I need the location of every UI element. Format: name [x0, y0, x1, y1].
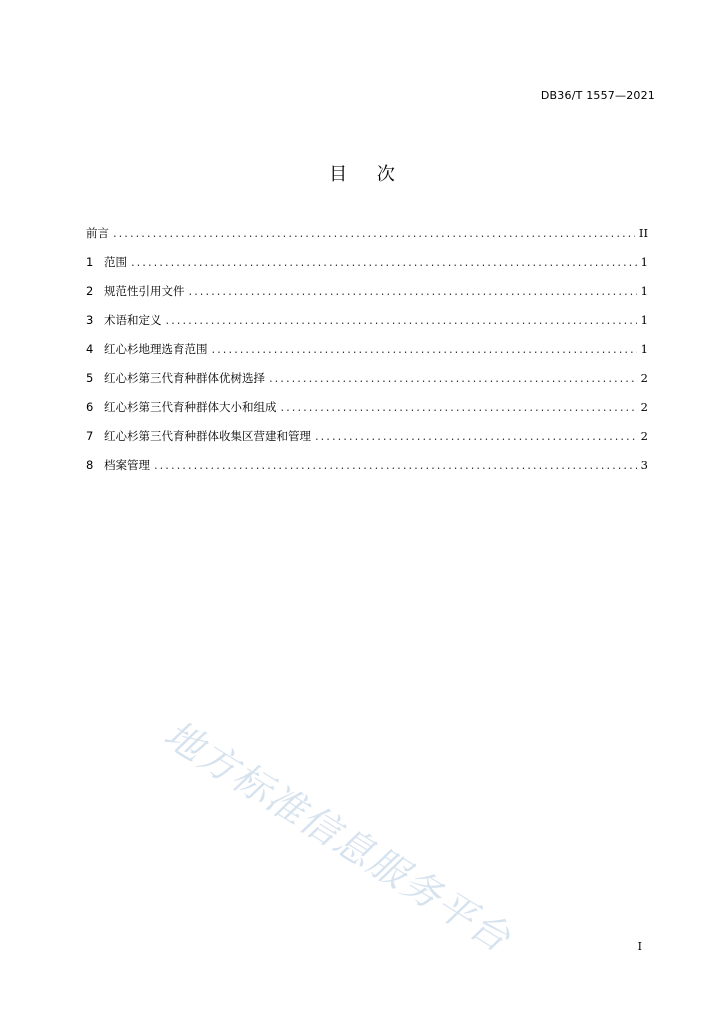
dot-leader	[315, 427, 637, 445]
toc-entry-number: 2	[86, 284, 94, 298]
dot-leader	[212, 340, 637, 358]
toc-entry-label: 范围	[104, 255, 127, 269]
toc-title-part1: 目	[329, 164, 348, 185]
toc-entry-page: 1	[640, 284, 648, 298]
table-of-contents	[86, 224, 648, 485]
toc-entry-4[interactable]	[86, 340, 648, 369]
toc-entry-page: 1	[640, 342, 648, 356]
dot-leader	[269, 369, 637, 387]
toc-entry-label: 红心杉第三代育种群体收集区营建和管理	[104, 429, 311, 443]
watermark: 地方标准信息服务平台	[156, 711, 520, 962]
toc-entry-page: 3	[640, 458, 648, 472]
toc-entry-label: 规范性引用文件	[104, 284, 185, 298]
toc-entry-number: 1	[86, 255, 94, 269]
toc-entry-page: 2	[640, 400, 648, 414]
toc-entry-page: 2	[640, 429, 648, 443]
toc-entry-2[interactable]	[86, 282, 648, 311]
toc-entry-label: 前言	[86, 226, 109, 240]
toc-entry-label: 术语和定义	[104, 313, 162, 327]
toc-entry-label: 红心杉第三代育种群体大小和组成	[104, 400, 277, 414]
toc-entry-foreword[interactable]	[86, 224, 648, 253]
toc-entry-page: II	[638, 226, 648, 240]
toc-title-part2: 次	[376, 164, 395, 185]
toc-entry-8[interactable]	[86, 456, 648, 485]
toc-entry-6[interactable]	[86, 398, 648, 427]
toc-entry-number: 7	[86, 429, 94, 443]
toc-entry-page: 1	[640, 313, 648, 327]
toc-entry-number: 8	[86, 458, 94, 472]
toc-entry-page: 2	[640, 371, 648, 385]
toc-entry-label: 红心杉第三代育种群体优树选择	[104, 371, 265, 385]
standard-code: DB36/T 1557—2021	[540, 89, 655, 102]
dot-leader	[281, 398, 637, 416]
toc-entry-1[interactable]	[86, 253, 648, 282]
dot-leader	[131, 253, 637, 271]
toc-entry-number: 3	[86, 313, 94, 327]
toc-entry-number: 5	[86, 371, 94, 385]
toc-entry-number: 4	[86, 342, 94, 356]
toc-entry-5[interactable]	[86, 369, 648, 398]
toc-entry-3[interactable]	[86, 311, 648, 340]
dot-leader	[189, 282, 637, 300]
dot-leader	[166, 311, 637, 329]
toc-entry-number: 6	[86, 400, 94, 414]
dot-leader	[113, 224, 635, 242]
toc-entry-7[interactable]	[86, 427, 648, 456]
toc-entry-page: 1	[640, 255, 648, 269]
dot-leader	[154, 456, 637, 474]
page-number: I	[637, 940, 642, 953]
toc-title	[0, 160, 724, 186]
toc-entry-label: 档案管理	[104, 458, 150, 472]
toc-entry-label: 红心杉地理选育范围	[104, 342, 208, 356]
